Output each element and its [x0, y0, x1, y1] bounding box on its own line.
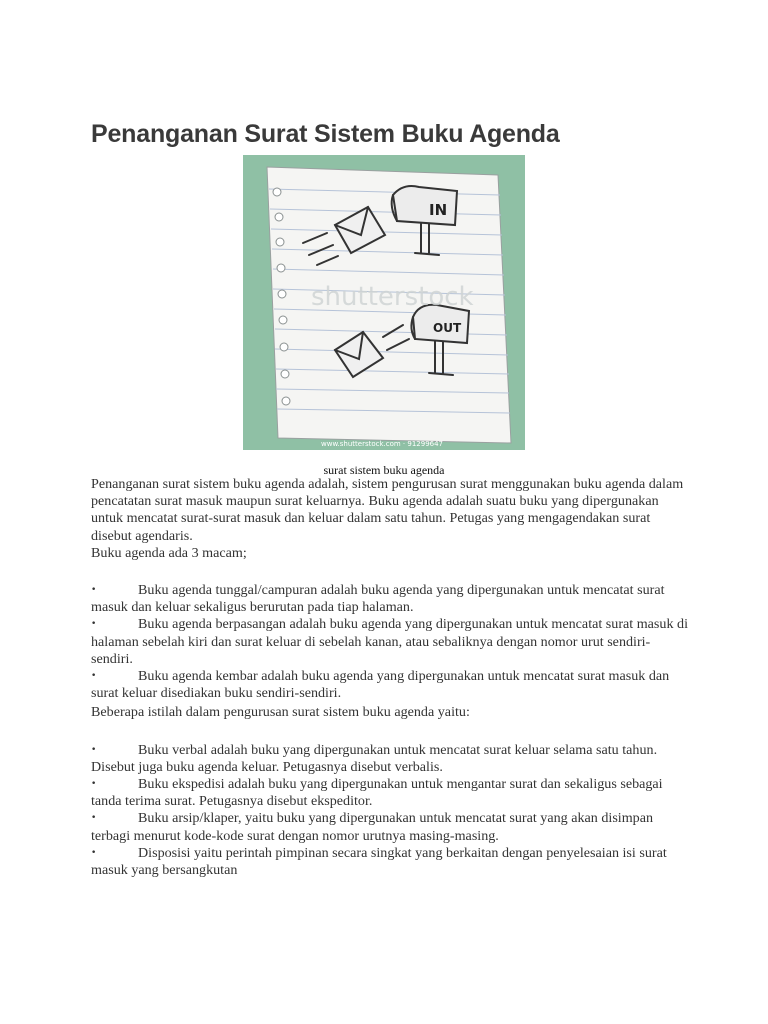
illustration — [243, 155, 525, 462]
page-title: Penanganan Surat Sistem Buku Agenda — [91, 120, 560, 148]
types-heading: Buku agenda ada 3 macam; — [91, 544, 247, 561]
list-item: • Buku ekspedisi adalah buku yang dipergunakan untuk mengantar surat dan sekaligus sebagai tanda terima surat. Petugasnya disebut ekspeditor. — [91, 776, 663, 810]
list-item: • Buku agenda kembar adalah buku agenda yang dipergunakan untuk mencatat surat masuk dan surat keluar disediakan buku sendiri-sendiri. — [91, 668, 670, 702]
out-label: OUT — [433, 321, 462, 335]
list-item: • Buku agenda tunggal/campuran adalah buku agenda yang dipergunakan untuk mencatat surat masuk dan keluar sekaligus berurutan pada tiap halaman. — [91, 582, 665, 616]
bullet: • — [91, 813, 97, 824]
list-item: • Buku agenda berpasangan adalah buku agenda yang dipergunakan untuk mencatat surat masuk di halaman sebelah kiri dan surat keluar di sebelah kanan, atau sebaliknya dengan nomor urut sendiri-sendiri. — [91, 616, 689, 667]
bullet: • — [91, 744, 97, 755]
watermark: shutterstock — [311, 282, 474, 312]
mail-in-out-illustration — [243, 155, 525, 462]
bullet: • — [91, 779, 97, 790]
figure-caption: surat sistem buku agenda — [323, 463, 445, 477]
list-item: • Disposisi yaitu perintah pimpinan secara singkat yang berkaitan dengan penyelesaian isi surat masuk yang bersangkutan — [91, 844, 667, 879]
list-item: • Buku verbal adalah buku yang dipergunakan untuk mencatat surat keluar selama satu tahun. Disebut juga buku agenda keluar. Petugasnya disebut verbalis. — [91, 741, 658, 775]
bullet: • — [91, 671, 97, 682]
intro-paragraph: Penanganan surat sistem buku agenda adalah, sistem pengurusan surat menggunakan buku agenda dalam pencatatan surat masuk maupun surat keluarnya. Buku agenda adalah suatu buku yang dipergunakan untuk mencatat surat-surat masuk dan keluar dalam satu tahun. Petugas yang mengagendakan surat disebut agendaris. — [91, 476, 684, 544]
article-body — [91, 476, 691, 879]
illustration-footer: www.shutterstock.com · 91299647 — [321, 440, 444, 448]
list-item: • Buku arsip/klaper, yaitu buku yang dipergunakan untuk mencatat surat yang akan disimpan terbagi menurut kode-kode surat dengan nomor urutnya masing-masing. — [91, 810, 654, 844]
bullet: • — [91, 585, 97, 596]
bullet: • — [91, 619, 97, 630]
terms-heading: Beberapa istilah dalam pengurusan surat sistem buku agenda yaitu: — [91, 704, 470, 721]
bullet: • — [91, 847, 97, 858]
in-label: IN — [429, 201, 448, 219]
